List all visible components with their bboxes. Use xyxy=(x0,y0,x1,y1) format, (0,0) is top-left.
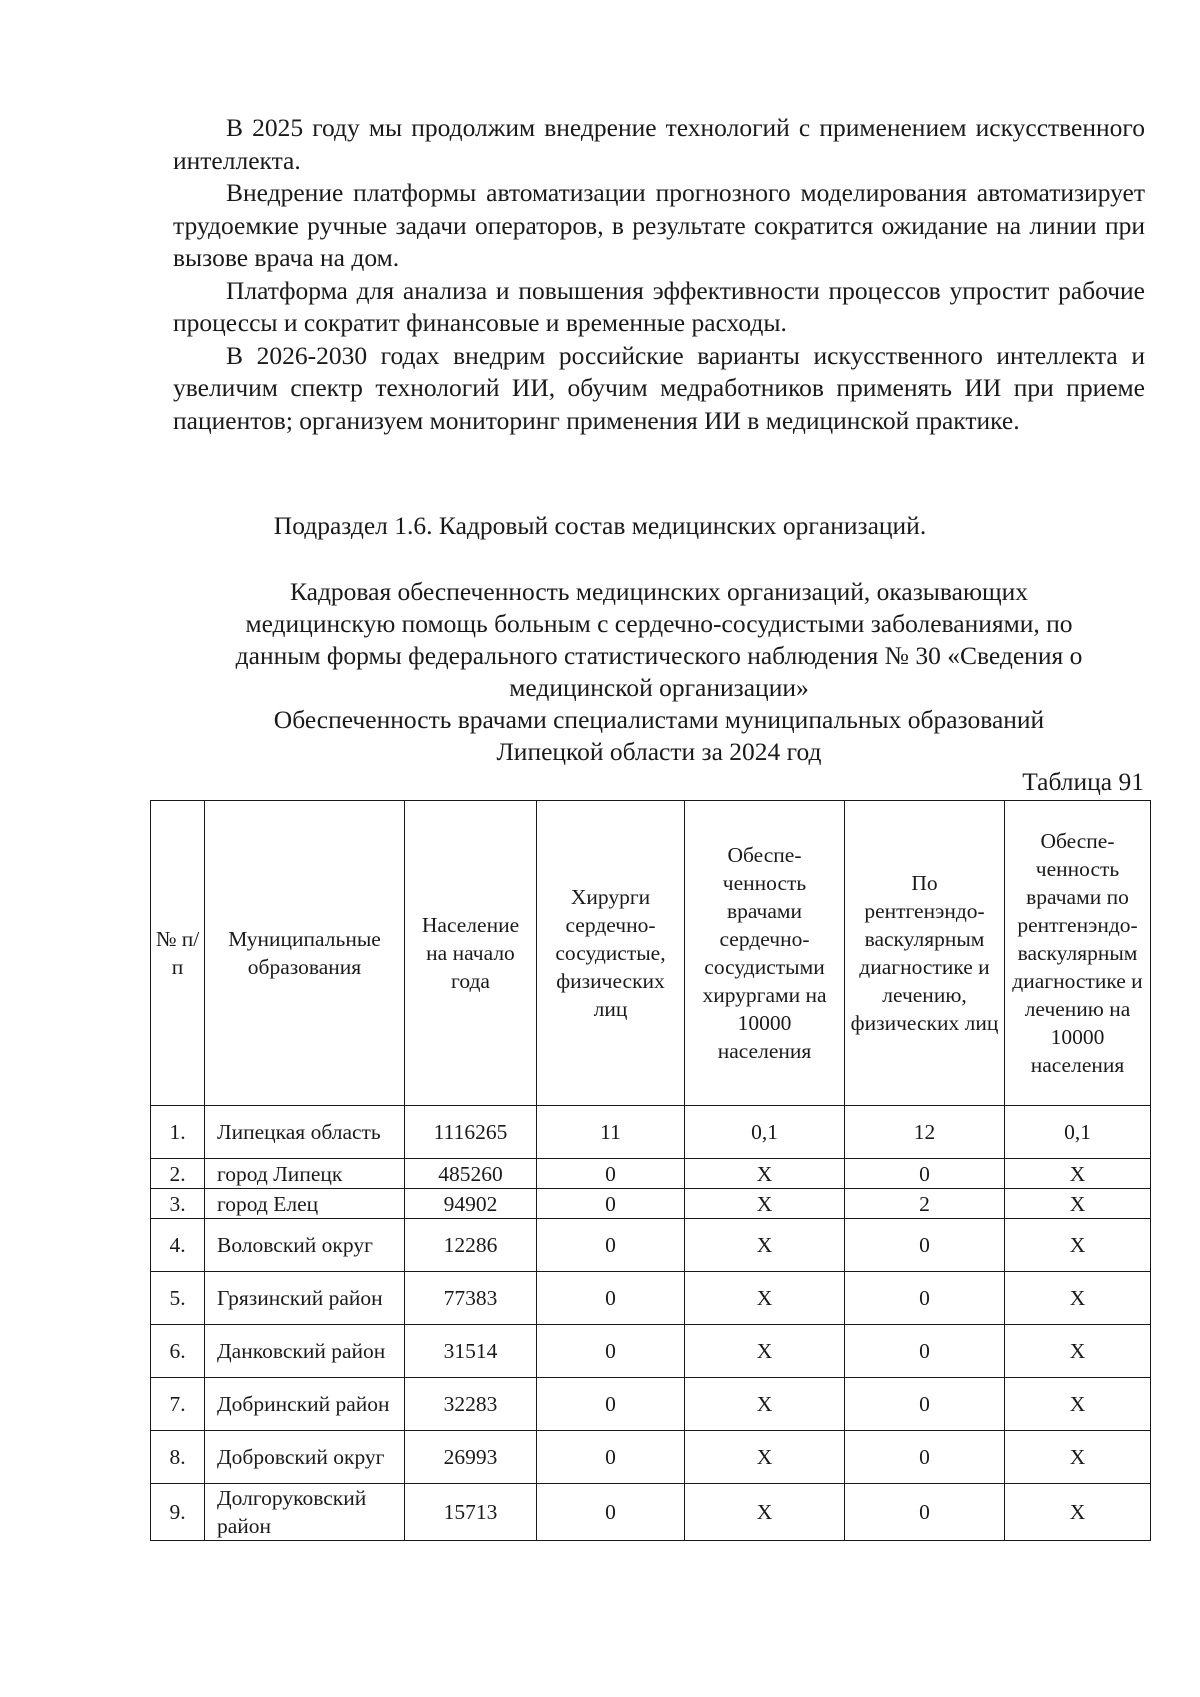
cell-municipality: Воловский округ xyxy=(205,1219,405,1272)
staffing-table xyxy=(150,800,1151,1541)
table-row xyxy=(151,1484,1151,1541)
table-header-row xyxy=(151,801,1151,1106)
cell-population: 485260 xyxy=(405,1159,537,1189)
cell-surgeons-per-10k: X xyxy=(685,1325,845,1378)
header-surgeons: Хирурги сердечно-сосудистые, физических лиц xyxy=(537,801,685,1106)
caption-line-6: Липецкой области за 2024 год xyxy=(496,737,822,766)
cell-population: 94902 xyxy=(405,1189,537,1219)
cell-xray-per-10k: 0,1 xyxy=(1005,1106,1151,1159)
cell-surgeons: 0 xyxy=(537,1159,685,1189)
header-surgeons-per-10k: Обеспе-ченность врачами сердечно-сосудистыми хирургами на 10000 населения xyxy=(685,801,845,1106)
cell-surgeons-per-10k: X xyxy=(685,1159,845,1189)
cell-xray-per-10k: X xyxy=(1005,1219,1151,1272)
cell-xray-per-10k: X xyxy=(1005,1189,1151,1219)
cell-xray-per-10k: X xyxy=(1005,1431,1151,1484)
cell-num: 2. xyxy=(151,1159,205,1189)
cell-xray: 0 xyxy=(845,1325,1005,1378)
cell-xray: 0 xyxy=(845,1159,1005,1189)
paragraph-1: В 2025 году мы продолжим внедрение технологий с применением искусственного интеллекта. xyxy=(173,113,1145,175)
header-municipality: Муниципальные образования xyxy=(205,801,405,1106)
table-number-label: Таблица 91 xyxy=(1022,767,1144,796)
cell-xray: 0 xyxy=(845,1484,1005,1541)
caption-line-1: Кадровая обеспеченность медицинских организаций, оказывающих xyxy=(289,577,1029,606)
cell-municipality: Грязинский район xyxy=(205,1272,405,1325)
cell-xray-per-10k: X xyxy=(1005,1159,1151,1189)
caption-line-5: Обеспеченность врачами специалистами муниципальных образований xyxy=(273,705,1045,734)
cell-municipality: Липецкая область xyxy=(205,1106,405,1159)
cell-num: 6. xyxy=(151,1325,205,1378)
cell-surgeons: 0 xyxy=(537,1431,685,1484)
cell-xray: 0 xyxy=(845,1378,1005,1431)
cell-surgeons-per-10k: X xyxy=(685,1219,845,1272)
cell-xray-per-10k: X xyxy=(1005,1378,1151,1431)
table-row xyxy=(151,1378,1151,1431)
table-row xyxy=(151,1219,1151,1272)
cell-xray-per-10k: X xyxy=(1005,1325,1151,1378)
subsection-title: Подраздел 1.6. Кадровый состав медицинских организаций. xyxy=(273,511,927,540)
cell-surgeons: 0 xyxy=(537,1484,685,1541)
table-row xyxy=(151,1189,1151,1219)
cell-population: 26993 xyxy=(405,1431,537,1484)
paragraph-4: В 2026-2030 годах внедрим российские варианты искусственного интеллекта и увеличим спектр технологий ИИ, обучим медработников применять ИИ при приеме пациентов; организуем мониторинг применения ИИ в медицинской практике. xyxy=(173,340,1145,435)
cell-population: 31514 xyxy=(405,1325,537,1378)
cell-population: 12286 xyxy=(405,1219,537,1272)
cell-num: 8. xyxy=(151,1431,205,1484)
cell-xray-per-10k: X xyxy=(1005,1272,1151,1325)
header-xray: По рентгенэндо-васкулярным диагностике и лечению, физических лиц xyxy=(845,801,1005,1106)
cell-population: 32283 xyxy=(405,1378,537,1431)
cell-surgeons: 11 xyxy=(537,1106,685,1159)
table-row xyxy=(151,1272,1151,1325)
cell-population: 1116265 xyxy=(405,1106,537,1159)
header-xray-per-10k: Обеспе-ченность врачами по рентгенэндо-васкулярным диагностике и лечению на 10000 населения xyxy=(1005,801,1151,1106)
header-num: № п/п xyxy=(151,801,205,1106)
cell-num: 3. xyxy=(151,1189,205,1219)
cell-surgeons: 0 xyxy=(537,1272,685,1325)
cell-surgeons-per-10k: X xyxy=(685,1272,845,1325)
cell-municipality: Добровский округ xyxy=(205,1431,405,1484)
cell-municipality: город Липецк xyxy=(205,1159,405,1189)
header-population: Население на начало года xyxy=(405,801,537,1106)
caption-line-2: медицинскую помощь больным с сердечно-сосудистыми заболеваниями, по xyxy=(245,609,1073,638)
caption-line-4: медицинской организации» xyxy=(509,673,809,702)
cell-xray-per-10k: X xyxy=(1005,1484,1151,1541)
table-row xyxy=(151,1431,1151,1484)
cell-num: 9. xyxy=(151,1484,205,1541)
cell-num: 4. xyxy=(151,1219,205,1272)
cell-surgeons: 0 xyxy=(537,1189,685,1219)
cell-surgeons: 0 xyxy=(537,1219,685,1272)
paragraph-3: Платформа для анализа и повышения эффективности процессов упростит рабочие процессы и сократит финансовые и временные расходы. xyxy=(173,275,1145,337)
paragraph-2: Внедрение платформы автоматизации прогнозного моделирования автоматизирует трудоемкие ручные задачи операторов, в результате сократится ожидание на линии при вызове врача на дом. xyxy=(173,178,1145,272)
cell-xray: 12 xyxy=(845,1106,1005,1159)
cell-num: 5. xyxy=(151,1272,205,1325)
cell-municipality: Добринский район xyxy=(205,1378,405,1431)
cell-num: 7. xyxy=(151,1378,205,1431)
cell-surgeons: 0 xyxy=(537,1325,685,1378)
table-row xyxy=(151,1325,1151,1378)
cell-surgeons-per-10k: X xyxy=(685,1431,845,1484)
cell-num: 1. xyxy=(151,1106,205,1159)
cell-surgeons-per-10k: X xyxy=(685,1484,845,1541)
table-row xyxy=(151,1159,1151,1189)
table-row xyxy=(151,1106,1151,1159)
cell-municipality: город Елец xyxy=(205,1189,405,1219)
cell-xray: 0 xyxy=(845,1431,1005,1484)
cell-municipality: Долгоруковский район xyxy=(205,1484,405,1541)
caption-line-3: данным формы федерального статистического наблюдения № 30 «Сведения о xyxy=(235,641,1083,670)
cell-municipality: Данковский район xyxy=(205,1325,405,1378)
cell-xray: 0 xyxy=(845,1219,1005,1272)
cell-xray: 0 xyxy=(845,1272,1005,1325)
cell-surgeons-per-10k: 0,1 xyxy=(685,1106,845,1159)
cell-xray: 2 xyxy=(845,1189,1005,1219)
cell-surgeons: 0 xyxy=(537,1378,685,1431)
body-text xyxy=(173,112,1145,437)
cell-surgeons-per-10k: X xyxy=(685,1189,845,1219)
cell-population: 77383 xyxy=(405,1272,537,1325)
table-caption xyxy=(173,576,1145,768)
cell-population: 15713 xyxy=(405,1484,537,1541)
cell-surgeons-per-10k: X xyxy=(685,1378,845,1431)
